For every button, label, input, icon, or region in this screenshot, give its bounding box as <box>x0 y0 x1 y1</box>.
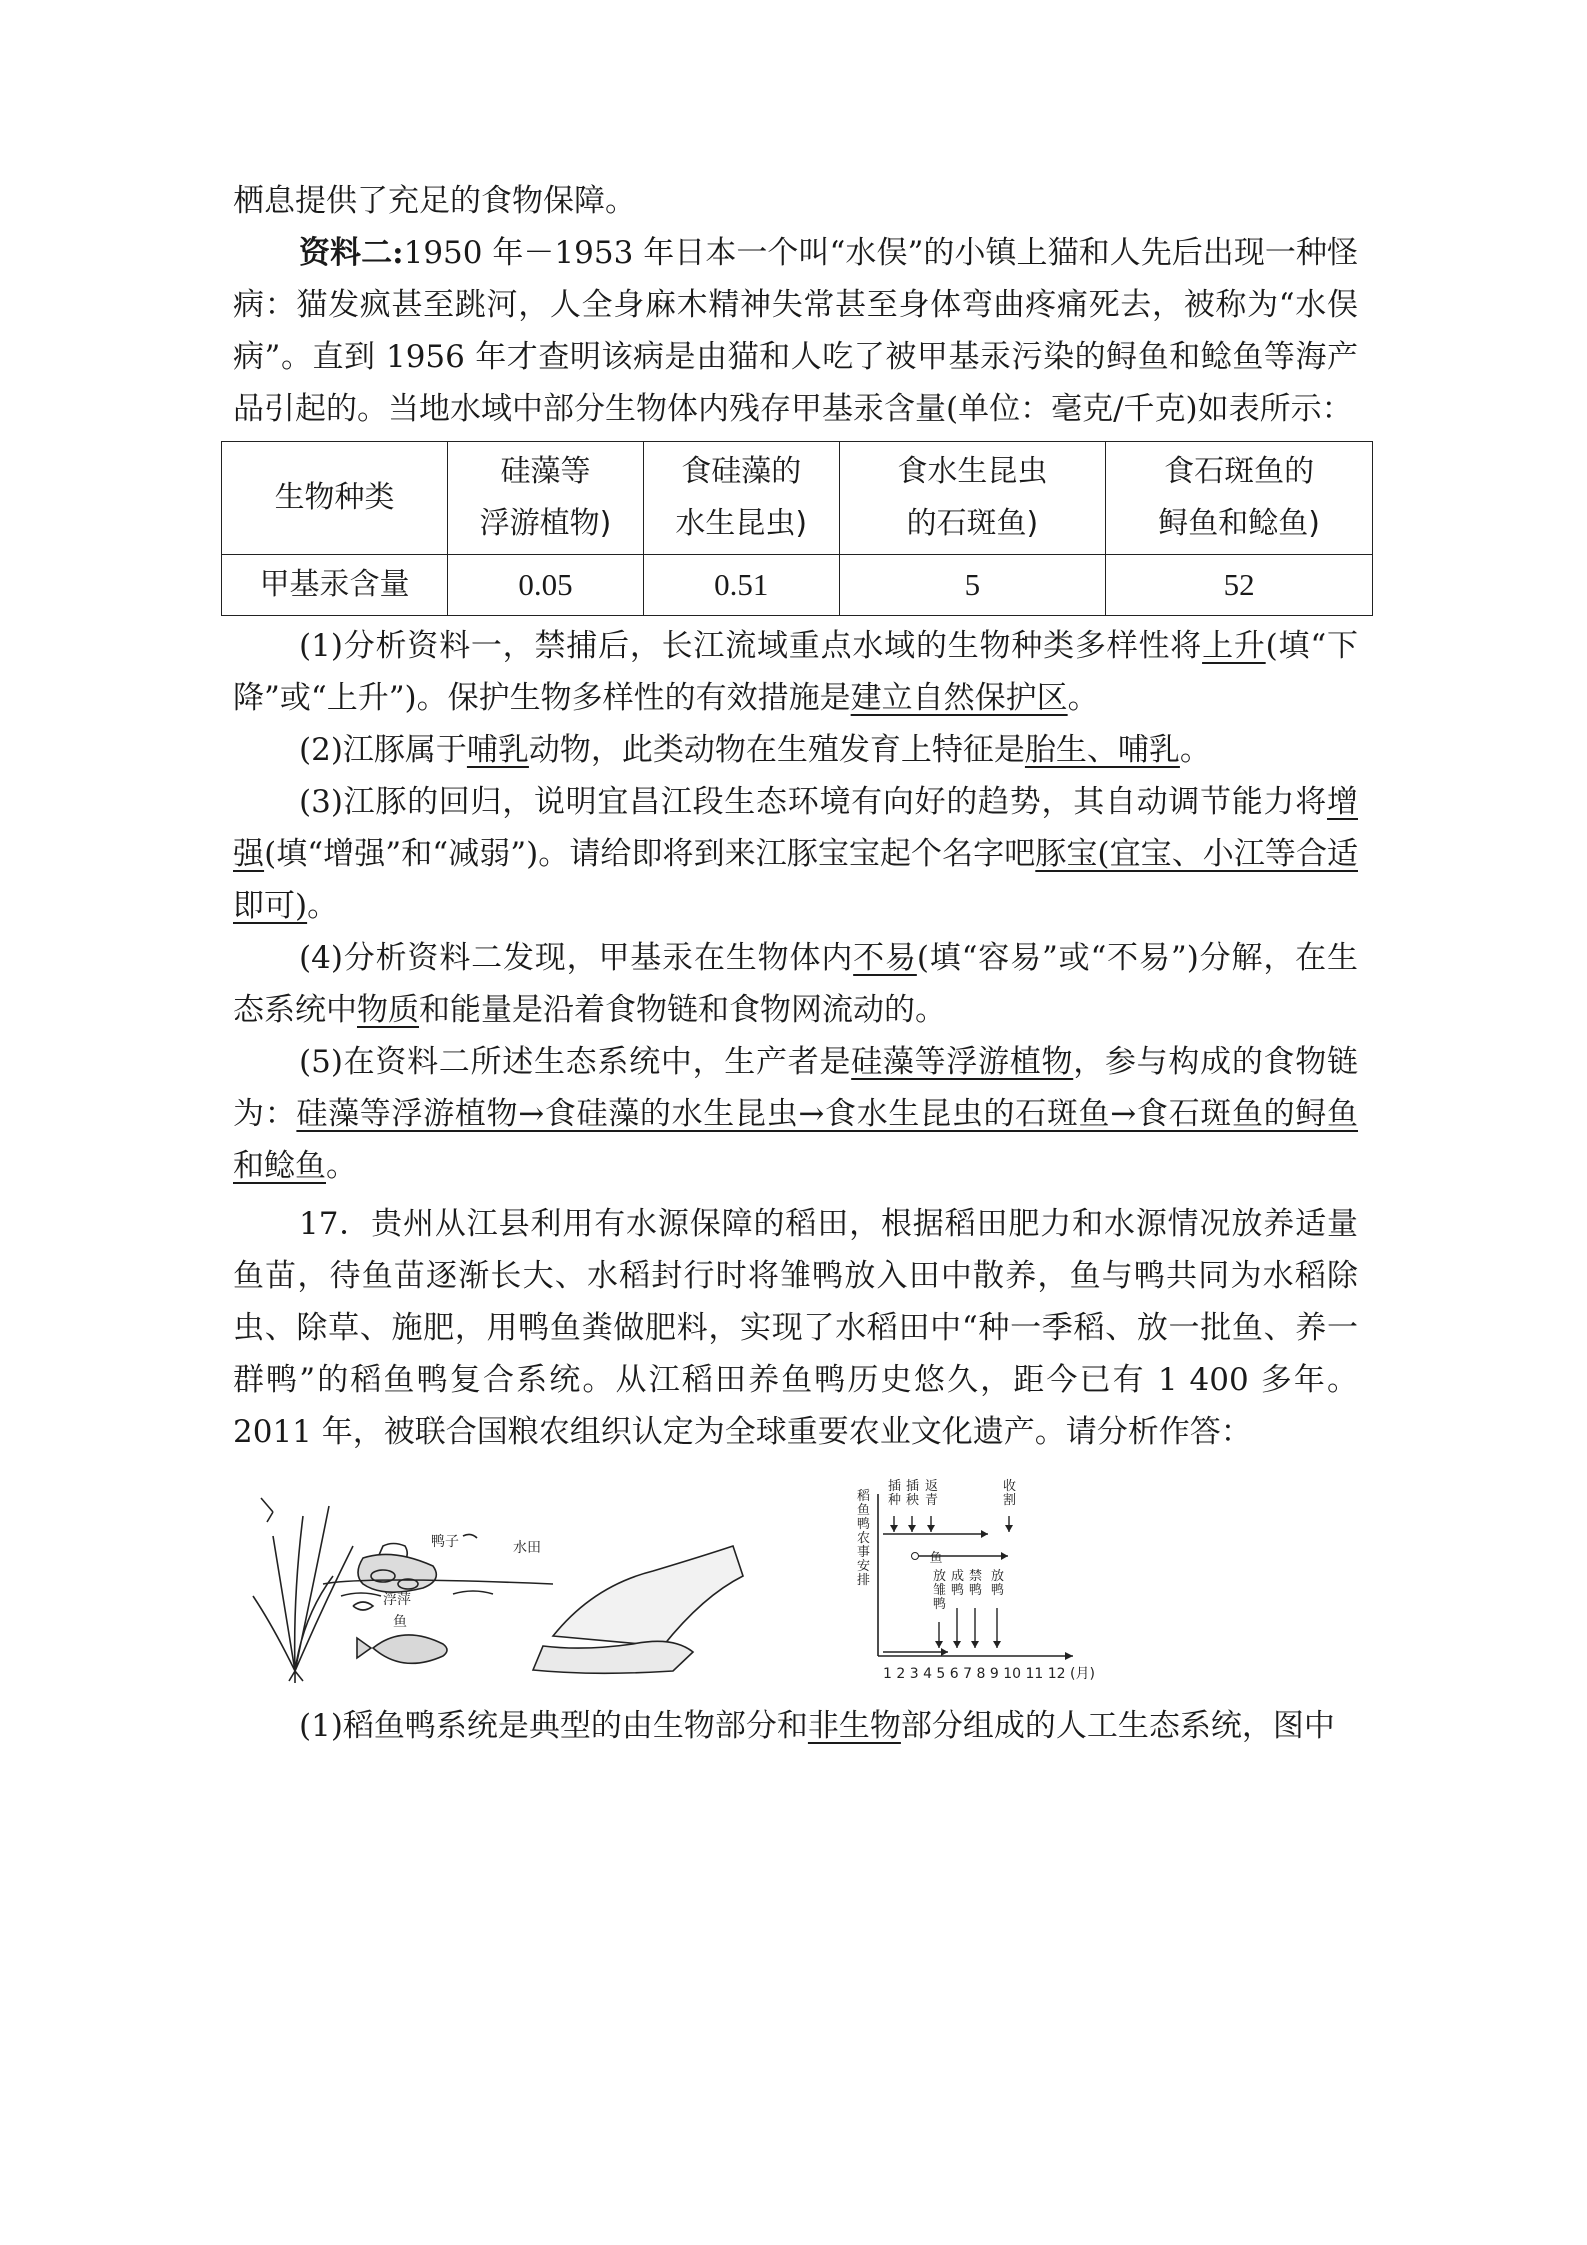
table-row-values <box>222 555 1373 616</box>
q2-text: (2)江豚属于 <box>299 732 467 768</box>
event-arrowhead <box>1005 1525 1013 1532</box>
q1-text: (填“下降”或“上升”)。保护生物多样性的有效措施是 <box>233 628 1358 716</box>
q2-answer-2: 胎生、哺乳 <box>1024 732 1180 768</box>
header-line: 浮游植物) <box>479 506 612 541</box>
question-5 <box>233 1036 1358 1192</box>
table-cell-value: 5 <box>839 555 1106 616</box>
bottom-event-label: 成鸭 <box>951 1569 965 1598</box>
field-label: 水田 <box>513 1540 541 1556</box>
q17-1-answer-1: 非生物 <box>807 1708 901 1744</box>
paragraph-intro-end: 栖息提供了充足的食物保障。 <box>233 183 636 219</box>
axis-title <box>857 1489 870 1588</box>
table-header-label: 生物种类 <box>222 442 448 555</box>
q4-text: 和能量是沿着食物链和食物网流动的。 <box>419 992 946 1028</box>
duck-label: 鸭子 <box>431 1534 459 1550</box>
methylmercury-table <box>221 441 1373 616</box>
table-cell-value: 52 <box>1106 555 1373 616</box>
plankton-label: 浮萍 <box>383 1592 411 1608</box>
month-ticks: 1 2 3 4 5 6 7 8 9 10 11 12 (月) <box>883 1666 1095 1682</box>
table-header-cell <box>1106 442 1373 555</box>
rice-fish-duck-figure <box>233 1476 1358 1686</box>
table-header-cell <box>643 442 839 555</box>
q3-answer-1: 增强 <box>233 784 1358 872</box>
table-cell-value: 0.05 <box>448 555 644 616</box>
header-line: 食水生昆虫 <box>897 454 1048 489</box>
header-line: 硅藻等 <box>500 454 591 489</box>
top-event-label: 插秧 <box>906 1479 920 1508</box>
question-2 <box>233 724 1358 776</box>
figure-illustration <box>233 1476 1358 1686</box>
material-two-text: 1950 年－1953 年日本一个叫“水俣”的小镇上猫和人先后出现一种怪病：猫发疯甚至跳河，人全身麻木精神失常甚至身体弯曲疼痛死去，被称为“水俣病”。直到 1956 年才查明该病是由猫和人吃了被甲基汞污染的鲟鱼和鲶鱼等海产品引起的。当地水域中部分生物体内残存甲基汞含量(单位：毫克/千克)如表所示： <box>233 235 1358 427</box>
event-arrowhead <box>890 1525 898 1532</box>
q1-answer-2: 建立自然保护区 <box>850 680 1068 716</box>
question-17-stem: 17．贵州从江县利用有水源保障的稻田，根据稻田肥力和水源情况放养适量鱼苗，待鱼苗逐渐长大、水稻封行时将雏鸭放入田中散养，鱼与鸭共同为水稻除虫、除草、施肥，用鸭鱼粪做肥料，实现了水稻田中“种一季稻、放一批鱼、养一群鸭”的稻鱼鸭复合系统。从江稻田养鱼鸭历史悠久，距今已有 1 400 多年。2011 年，被联合国粮农组织认定为全球重要农业文化遗产。请分析作答： <box>233 1206 1358 1450</box>
q1-text: 。 <box>1067 680 1099 716</box>
q4-text: (填“容易”或“不易”)分解，在生态系统中 <box>233 940 1358 1028</box>
q3-text: (填“增强”和“减弱”)。请给即将到来江豚宝宝起个名字吧 <box>264 836 1036 872</box>
event-arrowhead <box>971 1641 979 1648</box>
q5-answer-2: 硅藻等浮游植物→食硅藻的水生昆虫→食水生昆虫的石斑鱼→食石斑鱼的鲟鱼和鲶鱼 <box>233 1096 1359 1184</box>
q5-text: (5)在资料二所述生态系统中，生产者是 <box>299 1044 852 1080</box>
fish-icon <box>357 1635 447 1663</box>
q3-text: 。 <box>307 888 339 924</box>
header-line: 鲟鱼和鲶鱼) <box>1158 506 1320 541</box>
q5-text: ，参与构成的食物链为： <box>233 1044 1359 1132</box>
event-arrowhead <box>993 1641 1001 1648</box>
event-arrows <box>888 1478 1016 1648</box>
fish-bar-label: 鱼 <box>929 1551 943 1566</box>
document-page <box>233 175 1358 1752</box>
rice-field-scene <box>253 1498 743 1683</box>
table-cell-value: 0.51 <box>643 555 839 616</box>
q4-answer-1: 不易 <box>853 940 917 976</box>
top-event-label: 返青 <box>925 1479 939 1508</box>
header-line: 食硅藻的 <box>681 454 802 489</box>
q1-answer-1: 上升 <box>1202 628 1266 664</box>
q1-text: (1)分析资料一，禁捕后，长江流域重点水域的生物种类多样性将 <box>299 628 1203 664</box>
farming-schedule <box>857 1478 1073 1660</box>
q2-text: 动物，此类动物在生殖发育上特征是 <box>528 732 1025 768</box>
q4-text: (4)分析资料二发现，甲基汞在生物体内 <box>299 940 854 976</box>
q3-answer-2: 豚宝(宜宝、小江等合适即可) <box>233 836 1358 924</box>
fish-label: 鱼 <box>393 1614 407 1630</box>
paragraph-material-two <box>233 227 1358 435</box>
event-arrowhead <box>953 1641 961 1648</box>
event-arrowhead <box>908 1525 916 1532</box>
q5-text: 。 <box>326 1148 357 1184</box>
table-row-label: 甲基汞含量 <box>222 555 448 616</box>
q2-answer-1: 哺乳 <box>466 732 529 768</box>
question-3 <box>233 776 1358 932</box>
q4-answer-2: 物质 <box>357 992 419 1028</box>
q2-text: 。 <box>1179 732 1211 768</box>
duck-icon <box>358 1554 436 1592</box>
table-header-cell <box>448 442 644 555</box>
table-header-cell <box>839 442 1106 555</box>
material-two-label: 资料二: <box>299 235 404 271</box>
axis-title-text: 稻鱼鸭农事安排 <box>857 1489 871 1588</box>
q17-1-text: 部分组成的人工生态系统，图中 <box>900 1708 1335 1744</box>
top-event-label: 插种 <box>888 1479 902 1508</box>
event-arrowhead <box>935 1641 943 1648</box>
header-line: 的石斑鱼) <box>906 506 1039 541</box>
bottom-event-label: 放雏鸭 <box>933 1569 947 1612</box>
header-line: 水生昆虫) <box>675 506 808 541</box>
question-1 <box>233 620 1358 724</box>
q3-text: (3)江豚的回归，说明宜昌江段生态环境有向好的趋势，其自动调节能力将 <box>299 784 1327 820</box>
table-row-header <box>222 442 1373 555</box>
question-17-1 <box>233 1700 1358 1752</box>
q17-1-text: (1)稻鱼鸭系统是典型的由生物部分和 <box>299 1708 808 1744</box>
top-event-label: 收割 <box>1003 1479 1017 1508</box>
bottom-event-label: 放鸭 <box>991 1569 1005 1598</box>
bottom-event-label: 禁鸭 <box>969 1569 983 1598</box>
header-line: 食石斑鱼的 <box>1164 454 1315 489</box>
event-arrowhead <box>927 1525 935 1532</box>
question-4 <box>233 932 1358 1036</box>
q5-answer-1: 硅藻等浮游植物 <box>851 1044 1074 1080</box>
